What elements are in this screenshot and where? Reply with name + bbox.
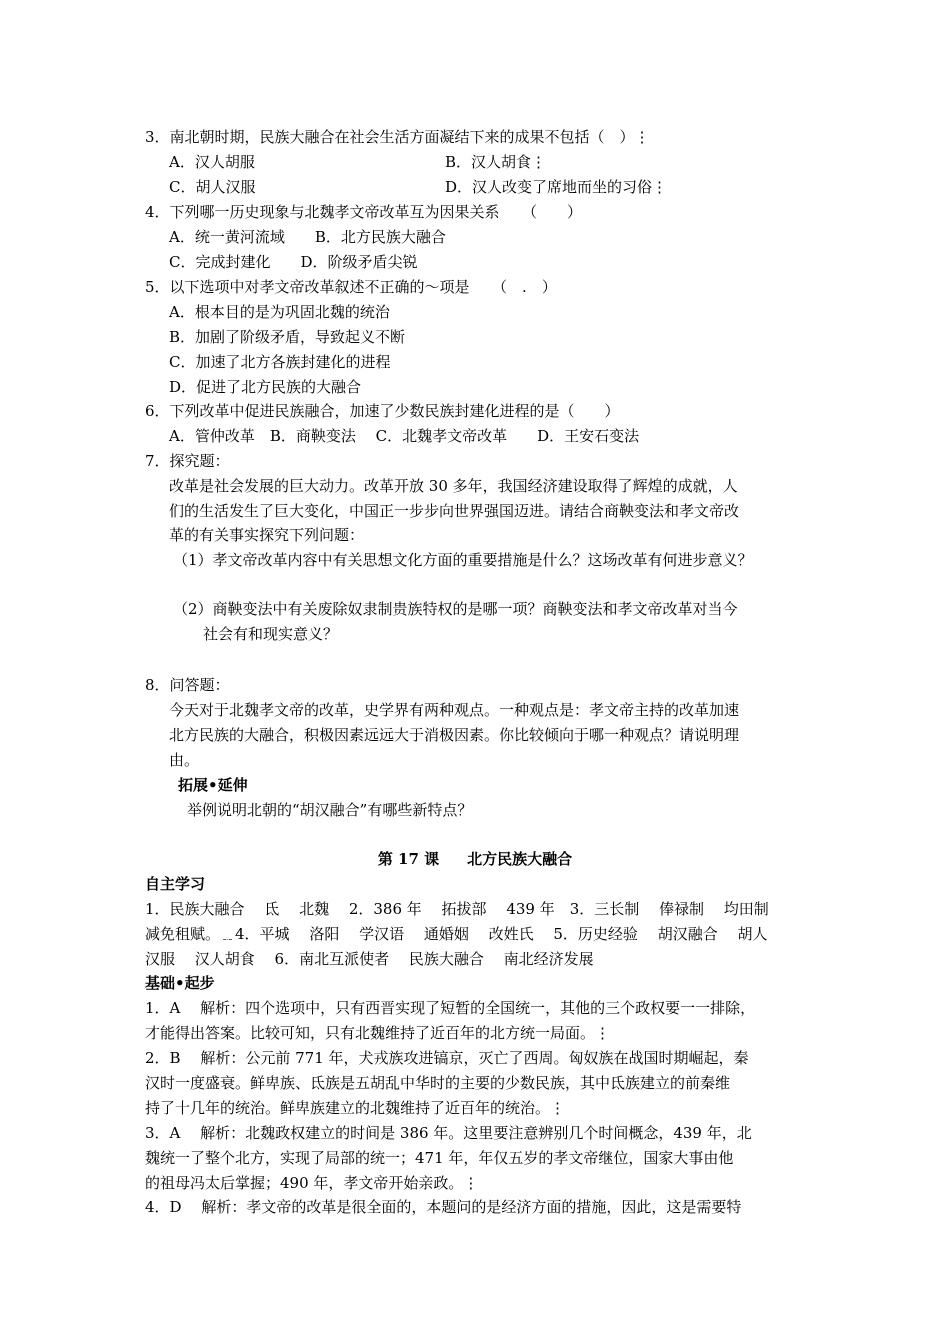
answer-3-line: 3．A 解析：北魏政权建立的时间是 386 年。这里要注意辨别几个时间概念，439 年，北 xyxy=(145,1124,752,1142)
question-3-stem: 3．南北朝时期，民族大融合在社会生活方面凝结下来的成果不包括（ ）⋮ xyxy=(145,128,650,146)
question-6-options: A．管仲改革 B．商鞅变法 C．北魏孝文帝改革 D．王安石变法 xyxy=(169,427,640,445)
question-8-paragraph-line: 北方民族的大融合，积极因素远远大于消极因素。你比较倾向于哪一种观点？请说明理 xyxy=(169,726,740,744)
answer-1-line: 才能得出答案。比较可知，只有北魏维持了近百年的北方统一局面。⋮ xyxy=(145,1024,611,1042)
question-7-sub-1: （1）孝文帝改革内容中有关思想文化方面的重要措施是什么？这场改革有何进步意义？ xyxy=(173,551,753,569)
question-8-paragraph-line: 今天对于北魏孝文帝的改革，史学界有两种观点。一种观点是：孝文帝主持的改革加速 xyxy=(169,701,740,719)
question-4-options-ab: A．统一黄河流域 B．北方民族大融合 xyxy=(169,228,446,246)
question-7-paragraph-line: 改革是社会发展的巨大动力。改革开放 30 多年，我国经济建设取得了辉煌的成就，人 xyxy=(169,477,738,495)
question-5-option-d: D．促进了北方民族的大融合 xyxy=(169,378,362,396)
extension-heading: 拓展•延伸 xyxy=(178,776,248,794)
question-7-title: 7．探究题： xyxy=(145,452,230,470)
answer-2-line: 汉时一度盛衰。鲜卑族、氐族是五胡乱中华时的主要的少数民族，其中氐族建立的前秦维 xyxy=(145,1074,731,1092)
question-5-option-c: C．加速了北方各族封建化的进程 xyxy=(169,353,391,371)
answer-3-line: 的祖母冯太后掌握；490 年，孝文帝开始亲政。⋮ xyxy=(145,1174,479,1192)
self-study-answer-line: 减免租赋。﹎4．平城 洛阳 学汉语 通婚姻 改姓氏 5．历史经验 胡汉融合 胡人 xyxy=(145,925,768,943)
question-7-sub-2-continued: 社会有和现实意义？ xyxy=(203,625,339,643)
question-4-options-cd: C．完成封建化 D．阶级矛盾尖锐 xyxy=(169,253,418,271)
question-3-option-d: D．汉人改变了席地而坐的习俗⋮ xyxy=(445,178,668,196)
self-study-answer-line: 汉服 汉人胡食 6．南北互派使者 民族大融合 南北经济发展 xyxy=(145,950,594,968)
question-3-option-c: C．胡人汉服 xyxy=(169,178,256,196)
extension-question: 举例说明北朝的“胡汉融合”有哪些新特点？ xyxy=(187,801,473,819)
self-study-answer-line: 1．民族大融合 氐 北魏 2．386 年 拓拔部 439 年 3．三长制 俸禄制 均田制 xyxy=(145,900,769,918)
question-5-option-b: B．加剧了阶级矛盾，导致起义不断 xyxy=(169,328,406,346)
question-8-title: 8．问答题： xyxy=(145,676,230,694)
lesson-name: 北方民族大融合 xyxy=(467,850,573,868)
question-4-stem: 4．下列哪一历史现象与北魏孝文帝改革互为因果关系 （ ） xyxy=(145,203,583,221)
question-5-option-a: A．根本目的是为巩固北魏的统治 xyxy=(169,303,390,321)
question-7-paragraph-line: 们的生活发生了巨大变化，中国正一步步向世界强国迈进。请结合商鞅变法和孝文帝改 xyxy=(169,502,740,520)
lesson-title xyxy=(0,849,950,869)
answer-2-line: 2．B 解析：公元前 771 年，犬戎族攻进镐京，灭亡了西周。匈奴族在战国时期崛起，秦 xyxy=(145,1049,749,1067)
question-3-option-b: B．汉人胡食⋮ xyxy=(445,153,547,171)
lesson-number: 第 17 课 xyxy=(377,850,440,868)
answer-2-line: 持了十几年的统治。鲜卑族建立的北魏维持了近百年的统治。⋮ xyxy=(145,1099,566,1117)
question-3-option-a: A．汉人胡服 xyxy=(169,153,255,171)
self-study-heading: 自主学习 xyxy=(145,875,206,893)
question-7-paragraph-line: 革的有关事实探究下列问题： xyxy=(169,526,365,544)
question-7-sub-2: （2）商鞅变法中有关废除奴隶制贵族特权的是哪一项？商鞅变法和孝文帝改革对当今 xyxy=(173,600,738,618)
answer-1-line: 1．A 解析：四个选项中，只有西晋实现了短暂的全国统一，其他的三个政权要一一排除， xyxy=(145,999,756,1017)
basics-heading: 基础•起步 xyxy=(145,974,215,992)
answer-4-line: 4．D 解析：孝文帝的改革是很全面的，本题问的是经济方面的措施，因此，这是需要特 xyxy=(145,1198,742,1216)
question-5-stem: 5．以下选项中对孝文帝改革叙述不正确的～项是 （ . ） xyxy=(145,278,557,296)
question-8-paragraph-line: 由。 xyxy=(169,751,200,769)
question-6-stem: 6．下列改革中促进民族融合，加速了少数民族封建化进程的是（ ） xyxy=(145,402,620,420)
answer-3-line: 魏统一了整个北方，实现了局部的统一；471 年，年仅五岁的孝文帝继位，国家大事由他 xyxy=(145,1149,734,1167)
